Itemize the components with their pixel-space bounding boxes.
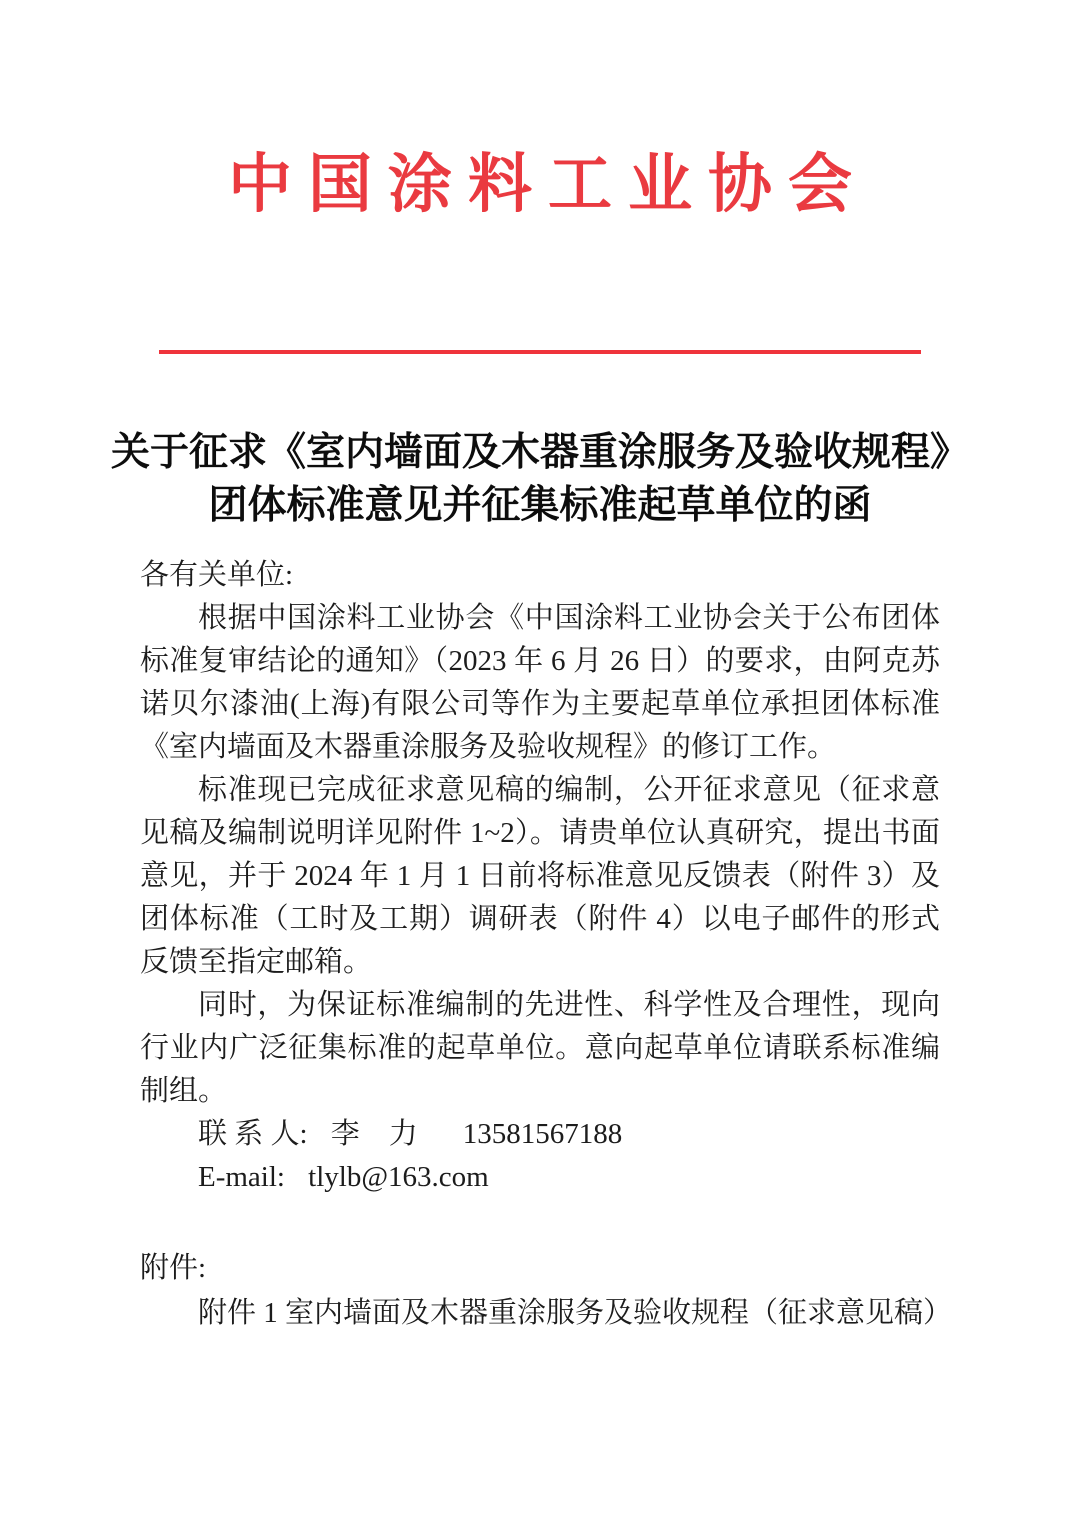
attachments-heading: 附件: [140,1252,207,1284]
contact-email-address: tlylb@163.com [308,1161,489,1193]
contact-person-line [140,1113,940,1156]
contact-phone-number: 13581567188 [462,1118,623,1150]
contact-email-line [140,1156,940,1199]
attachment-item-1: 附件 1 室内墙面及木器重涂服务及验收规程（征求意见稿） [198,1297,953,1329]
attachments-section [140,1247,953,1335]
paragraph-comment-request: 标准现已完成征求意见稿的编制，公开征求意见（征求意见稿及编制说明详见附件 1~2）。请贵单位认真研究，提出书面意见，并于 2024 年 1 月 1 日前将标准意见反馈表（附件 3）及团体标准（工时及工期）调研表（附件 4）以电子邮件的形式反馈至指定邮箱。 [140,774,940,978]
letter-title [0,426,1080,532]
letterhead-org-name: 中国涂料工业协会 [228,149,868,220]
letter-title-line1: 关于征求《室内墙面及木器重涂服务及验收规程》 [110,431,969,474]
letterhead-divider-rule [159,350,921,354]
salutation: 各有关单位: [140,559,294,591]
letter-body [140,554,953,1335]
contact-email-label: E-mail: [198,1161,285,1193]
paragraph-basis: 根据中国涂料工业协会《中国涂料工业协会关于公布团体标准复审结论的通知》（2023 年 6 月 26 日）的要求，由阿克苏诺贝尔漆油(上海)有限公司等作为主要起草单位承担团体标准《室内墙面及木器重涂服务及验收规程》的修订工作。 [140,602,940,763]
contact-person-name: 李 力 [330,1118,418,1150]
paragraph-drafting-units: 同时，为保证标准编制的先进性、科学性及合理性，现向行业内广泛征集标准的起草单位。意向起草单位请联系标准编制组。 [140,989,940,1107]
letter-title-line2: 团体标准意见并征集标准起草单位的函 [208,484,872,527]
contact-person-label: 联 系 人: [198,1118,308,1150]
